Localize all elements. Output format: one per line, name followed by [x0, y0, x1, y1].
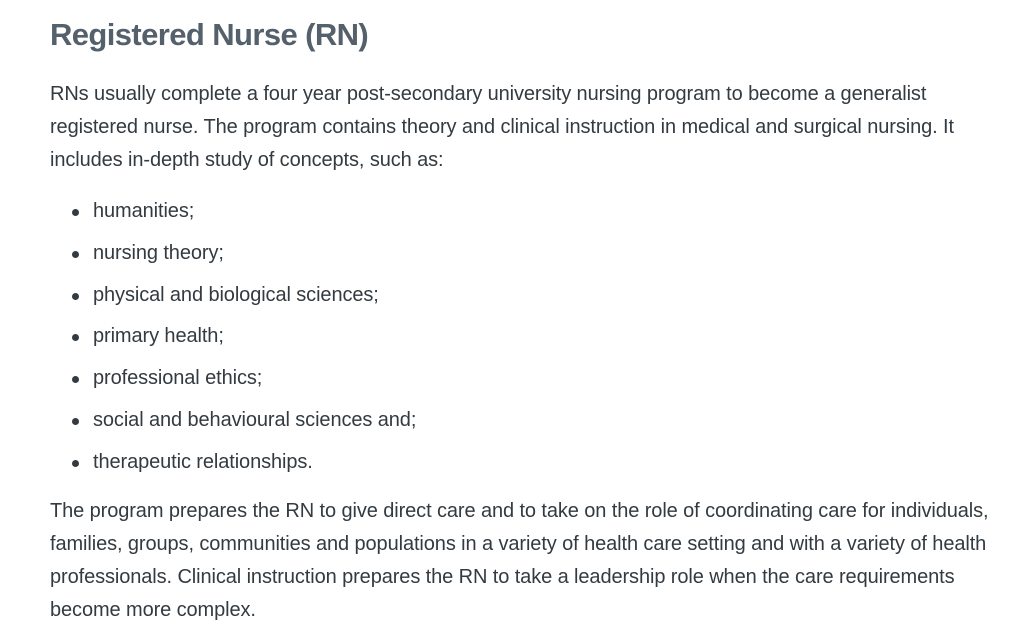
list-item-text: social and behavioural sciences and; [93, 408, 417, 431]
list-item [50, 316, 1015, 358]
list-item [50, 400, 1015, 442]
list-item-text: humanities; [93, 200, 195, 222]
concepts-list [50, 191, 1015, 484]
list-item-text: nursing theory; [93, 241, 224, 264]
article-content [50, 14, 1015, 627]
list-item-text: professional ethics; [93, 367, 263, 390]
list-item [50, 275, 1015, 317]
list-item-text: primary health; [93, 325, 224, 348]
list-item [50, 442, 1015, 484]
list-item [50, 233, 1015, 275]
bullet-icon [72, 334, 79, 341]
list-item-text: physical and biological sciences; [93, 283, 379, 306]
bullet-icon [72, 460, 79, 467]
bullet-icon [72, 418, 79, 425]
list-item-text: therapeutic relationships. [93, 450, 313, 473]
intro-paragraph: RNs usually complete a four year post-secondary university nursing program to become a generalist registered nurse. The program contains theory and clinical instruction in medical and surgical nursing. It includes in-depth study of concepts, such as: [50, 83, 954, 171]
bullet-icon [72, 293, 79, 300]
section-heading: Registered Nurse (RN) [50, 17, 369, 52]
outro-paragraph: The program prepares the RN to give direct care and to take on the role of coordinating care for individuals, families, groups, communities and populations in a variety of health care setting and with a variety of health professionals. Clinical instruction prepares the RN to take a leadership role when the care requirements become more complex. [50, 499, 989, 621]
list-item [50, 191, 1015, 233]
bullet-icon [72, 251, 79, 258]
bullet-icon [72, 376, 79, 383]
list-item [50, 358, 1015, 400]
bullet-icon [72, 209, 79, 216]
